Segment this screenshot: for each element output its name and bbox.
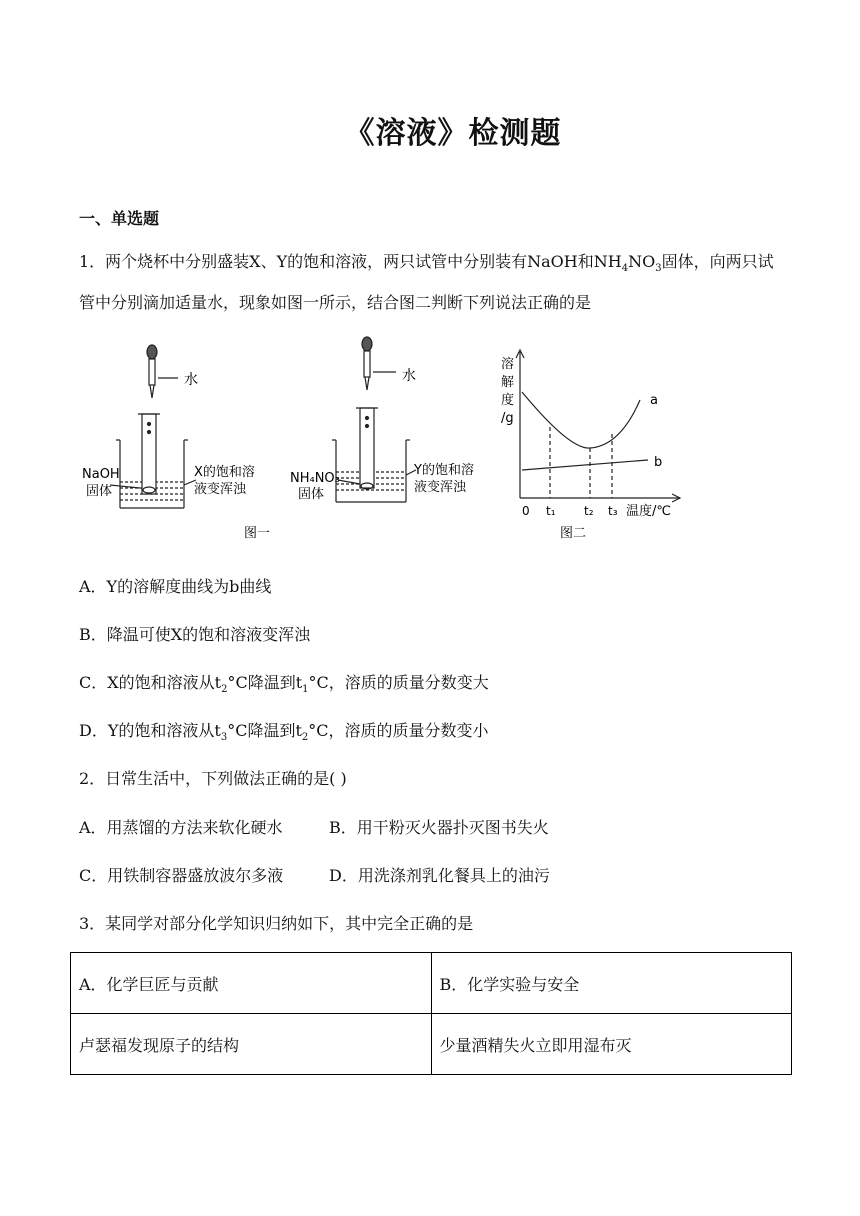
q2-option-c: C．用铁制容器盛放波尔多液: [79, 866, 284, 885]
curve-b: [522, 460, 648, 470]
q1-option-a: A．Y的溶解度曲线为b曲线: [79, 577, 272, 596]
section-heading: 一、单选题: [79, 209, 160, 228]
q1-option-d: D．Y的饱和溶液从$t_3^\circ C$降温到$t_2^\circ C$，溶质的质量分数变小: [79, 721, 489, 744]
table-row: [71, 1014, 792, 1075]
q1-option-c: C．X的饱和溶液从$t_2^\circ C$降温到$t_1^\circ C$，溶质的质量分数变大: [79, 673, 489, 696]
question-1-stem: 1．两个烧杯中分别盛装X、Y的饱和溶液，两只试管中分别装有NaOH和$NH_4NO_3$固体，向两只试管中分别滴加适量水，现象如图一所示，结合图二判断下列说法正确的是: [79, 252, 774, 313]
t2-label: t₂: [584, 504, 594, 518]
curve-a-label: a: [650, 393, 658, 408]
y-axis-label-4: /g: [501, 411, 514, 426]
nh4no3-label: NH₄NO₃: [290, 471, 340, 486]
dropper-left: [147, 345, 178, 398]
t1-label: t₁: [546, 504, 556, 518]
figure-1-caption: 图一: [244, 526, 271, 541]
curve-a: [522, 392, 640, 448]
beaker-right: [332, 408, 416, 502]
q1-option-b: B．降温可使X的饱和溶液变浑浊: [79, 625, 311, 644]
y-axis-label-2: 解: [501, 375, 515, 390]
water-label-right: 水: [402, 368, 416, 384]
origin-label: 0: [522, 504, 530, 518]
table-cell: 少量酒精失火立即用湿布灭: [431, 1014, 792, 1075]
y-axis-label-1: 溶: [501, 357, 515, 372]
curve-b-label: b: [654, 455, 663, 470]
solid-label-right: 固体: [298, 487, 325, 502]
y-axis-label-3: 度: [501, 393, 515, 408]
beaker-left: [110, 414, 196, 508]
y-solution-label: Y的饱和溶: [414, 463, 474, 478]
x-solution-label-2: 液变浑浊: [194, 482, 247, 497]
q2-option-a: A．用蒸馏的方法来软化硬水: [79, 818, 283, 837]
y-solution-label-2: 液变浑浊: [414, 480, 467, 495]
figure-2-caption: 图二: [560, 526, 587, 541]
page-title: 《溶液》检测题: [344, 116, 562, 151]
q2-option-d: D．用洗涤剂乳化餐具上的油污: [329, 866, 550, 885]
table-cell: A．化学巨匠与贡献: [71, 953, 432, 1014]
t3-label: t₃: [608, 504, 618, 518]
table-cell: 卢瑟福发现原子的结构: [71, 1014, 432, 1075]
question-3-stem: 3．某同学对部分化学知识归纳如下，其中完全正确的是: [79, 914, 474, 933]
dropper-right: [362, 337, 396, 390]
solid-label-left: 固体: [86, 484, 113, 499]
question-3-table: [70, 952, 792, 1075]
water-label-left: 水: [184, 372, 198, 388]
solubility-chart: [516, 350, 680, 502]
table-row: [71, 953, 792, 1014]
question-2-stem: 2．日常生活中，下列做法正确的是( ): [79, 769, 347, 788]
q2-option-b: B．用干粉灭火器扑灭图书失火: [329, 818, 549, 837]
naoh-label: NaOH: [82, 467, 120, 482]
table-cell: B．化学实验与安全: [431, 953, 792, 1014]
question-1-figure: [80, 330, 700, 550]
x-axis-label: 温度/℃: [626, 504, 671, 519]
x-solution-label: X的饱和溶: [194, 465, 255, 480]
